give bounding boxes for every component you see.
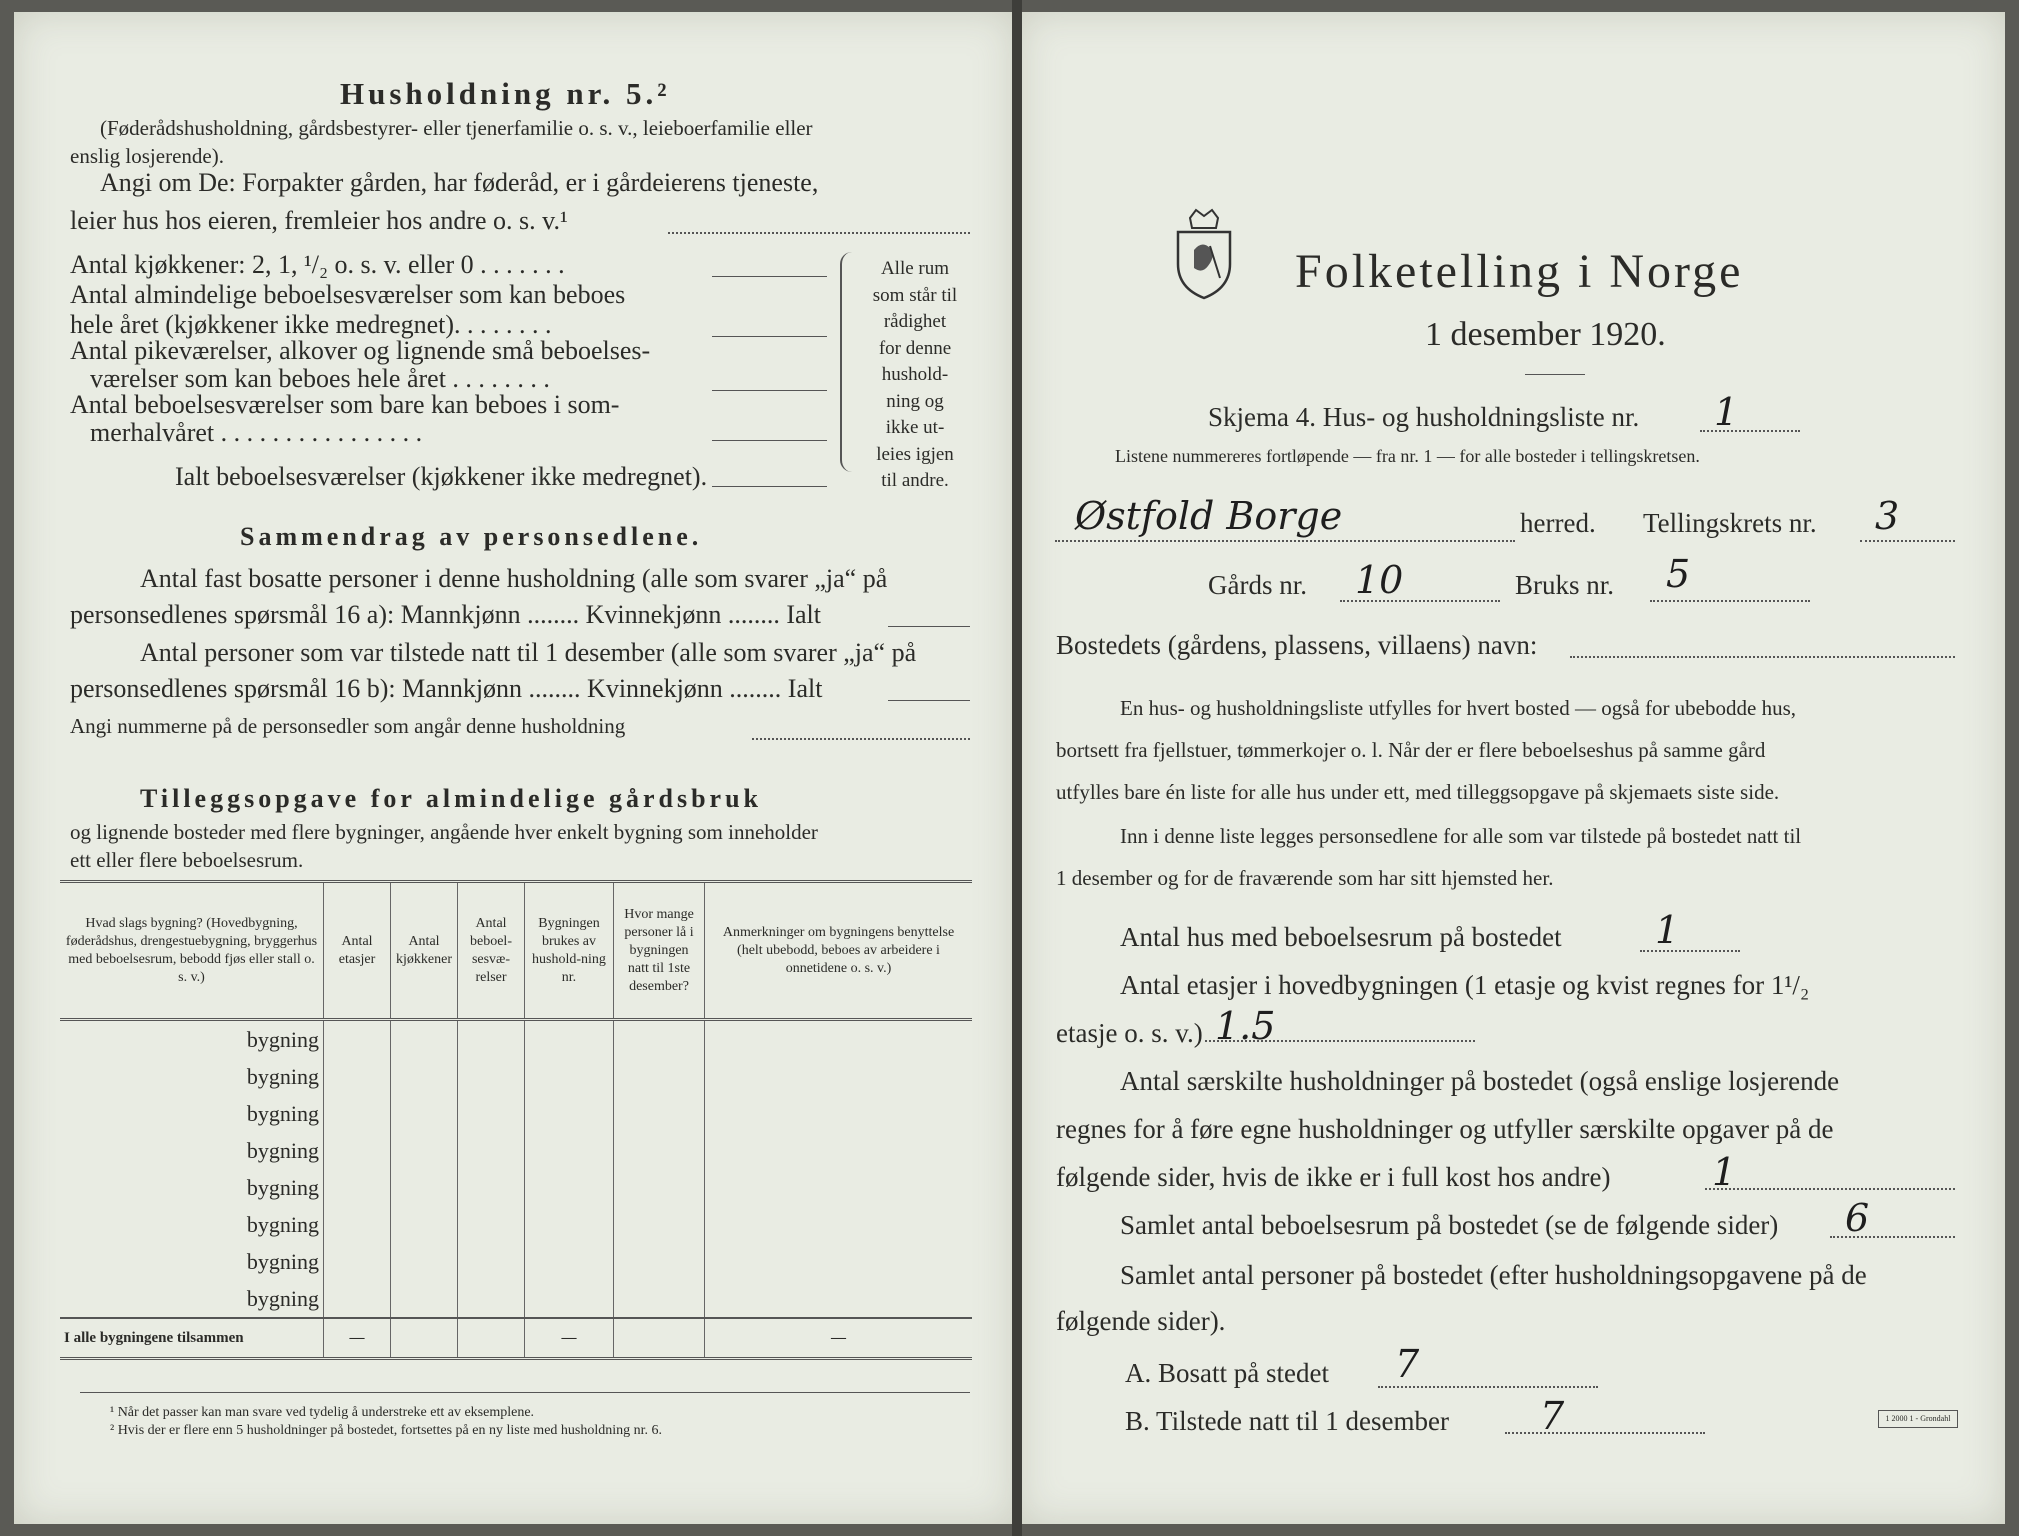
right-page xyxy=(1020,12,2005,1524)
row-label: bygning xyxy=(246,1137,319,1163)
total-rooms-right-label: Samlet antal beboelsesrum på bostedet (se de følgende sider) xyxy=(1120,1210,1779,1240)
summer-rooms-label: Antal beboelsesværelser som bare kan beboes i som- xyxy=(70,390,620,419)
present-total-answer[interactable] xyxy=(888,700,970,701)
row-label: bygning xyxy=(246,1285,319,1311)
farm-number-label: Gårds nr. xyxy=(1208,570,1307,600)
col-remarks: Anmerkninger om bygningens benyttelse (helt ubebodd, beboes av arbeidere i onnetidene o. s. v.) xyxy=(705,882,973,1020)
rooms-answer[interactable] xyxy=(712,336,827,337)
row-label: bygning xyxy=(246,1100,319,1126)
farm-number-value[interactable]: 10 xyxy=(1355,558,1404,602)
col-kitchens: Antal kjøkkener xyxy=(391,882,458,1020)
municipality-value[interactable]: Østfold Borge xyxy=(1075,494,1343,538)
small-rooms-label-2: værelser som kan beboes hele året . . . . . . . . xyxy=(90,364,550,393)
present-line xyxy=(1505,1432,1705,1434)
numbering-note: Listene nummereres fortløpende — fra nr. 1 — for alle bosteder i tellingskretsen. xyxy=(1115,446,1700,466)
holding-number-line xyxy=(1650,600,1810,602)
resident-total-answer[interactable] xyxy=(888,626,970,627)
footnote-rule xyxy=(80,1392,970,1393)
instructions-1b: bortsett fra fjellstuer, tømmerkojer o. l. Når der er flere beboelseshus på samme gård xyxy=(1056,738,1766,762)
municipality-line xyxy=(1055,540,1515,542)
brace-note: Alle rum som står til rådighet for denne hushold- ning og ikke ut- leies igjen til andre. xyxy=(872,258,958,491)
footnote-1: ¹ Når det passer kan man svare ved tydelig å understreke ett av eksemplene. xyxy=(110,1405,535,1420)
household-title: Husholdning nr. 5.² xyxy=(340,76,671,111)
printer-stamp: 1 2000 1 - Grondahl xyxy=(1878,1410,1958,1428)
census-title: Folketelling i Norge xyxy=(1295,245,1744,298)
total-rooms-answer[interactable] xyxy=(712,486,827,487)
row-label: bygning xyxy=(246,1211,319,1237)
present-count-question: Antal personer som var tilstede natt til 1 desember (alle som svarer „ja“ på xyxy=(140,638,917,667)
total-persons-label: Samlet antal personer på bostedet (efter husholdningsopgavene på de xyxy=(1120,1260,1867,1290)
person-numbers-label: Angi nummerne på de personsedler som angår denne husholdning xyxy=(70,714,626,738)
resident-line xyxy=(1378,1386,1598,1388)
table-row[interactable] xyxy=(60,1132,972,1169)
schedule-number-line xyxy=(1700,430,1800,432)
district-label: Tellingskrets nr. xyxy=(1643,508,1817,538)
resident-count-question: Antal fast bosatte personer i denne husholdning (alle som svarer „ja“ på xyxy=(140,564,888,593)
houses-label: Antal hus med beboelsesrum på bostedet xyxy=(1120,922,1562,952)
table-row[interactable] xyxy=(60,1095,972,1132)
coat-of-arms-icon xyxy=(1172,206,1236,300)
summer-rooms-answer[interactable] xyxy=(712,440,827,441)
col-building-type: Hvad slags bygning? (Hovedbygning, føderådshus, drengestuebygning, bryggerhus med beboelsesrum, bebodd fjøs eller stall o. s. v.) xyxy=(60,882,324,1020)
supplement-title: Tilleggsopgave for almindelige gårdsbruk xyxy=(140,784,763,813)
summer-rooms-label-2: merhalvåret . . . . . . . . . . . . . . . . xyxy=(90,418,423,447)
total-rooms-line xyxy=(1830,1236,1955,1238)
schedule-label: Skjema 4. Hus- og husholdningsliste nr. xyxy=(1208,402,1640,432)
place-name-line[interactable] xyxy=(1570,656,1955,658)
summary-title: Sammendrag av personsedlene. xyxy=(240,522,703,551)
row-label: bygning xyxy=(246,1026,319,1052)
table-header-row xyxy=(60,882,972,1020)
buildings-table xyxy=(60,880,972,1360)
title-rule xyxy=(1525,374,1585,375)
floors-label: Antal etasjer i hovedbygningen (1 etasje og kvist regnes for 1¹/₂ xyxy=(1120,970,1810,1000)
table-row[interactable] xyxy=(60,1206,972,1243)
households-line xyxy=(1705,1188,1955,1190)
instructions-1c: utfylles bare én liste for alle hus under ett, med tilleggsopgave på skjemaets siste side. xyxy=(1056,780,1780,804)
households-label-2: regnes for å føre egne husholdninger og utfyller særskilte opgaver på de xyxy=(1056,1114,1834,1144)
rooms-brace xyxy=(840,252,856,472)
holding-number-label: Bruks nr. xyxy=(1515,570,1615,600)
households-label-3: følgende sider, hvis de ikke er i full kost hos andre) xyxy=(1056,1162,1611,1192)
col-rooms: Antal beboel-sesvæ-relser xyxy=(458,882,525,1020)
district-value[interactable]: 3 xyxy=(1875,494,1900,538)
rooms-label: Antal almindelige beboelsesværelser som kan beboes xyxy=(70,280,626,309)
rooms-label-2: hele året (kjøkkener ikke medregnet). . . . . . . . xyxy=(70,310,552,339)
resident-label: A. Bosatt på stedet xyxy=(1125,1358,1329,1388)
schedule-number[interactable]: 1 xyxy=(1714,390,1739,434)
kitchens-answer[interactable] xyxy=(712,276,827,277)
supplement-intro-2: ett eller flere beboelsesrum. xyxy=(70,848,304,872)
tenure-answer-line[interactable] xyxy=(668,232,970,234)
floors-value[interactable]: 1.5 xyxy=(1215,1004,1276,1048)
table-row[interactable] xyxy=(60,1169,972,1206)
floors-label-2: etasje o. s. v.) xyxy=(1056,1018,1203,1048)
district-line xyxy=(1860,540,1955,542)
table-row[interactable] xyxy=(60,1243,972,1280)
houses-value[interactable]: 1 xyxy=(1655,908,1680,952)
kitchens-label: Antal kjøkkener: 2, 1, ¹/₂ o. s. v. eller 0 . . . . . . . xyxy=(70,250,565,279)
floors-line xyxy=(1205,1040,1475,1042)
household-intro: (Føderådshusholdning, gårdsbestyrer- eller tjenerfamilie o. s. v., leieboerfamilie eller xyxy=(100,116,813,140)
present-count-fields: personsedlenes spørsmål 16 b): Mannkjønn ........ Kvinnekjønn ........ Ialt xyxy=(70,674,823,703)
total-dash: — xyxy=(525,1318,614,1359)
col-persons: Hvor mange personer lå i bygningen natt til 1ste desember? xyxy=(614,882,705,1020)
row-label: bygning xyxy=(246,1063,319,1089)
total-rooms-value[interactable]: 6 xyxy=(1845,1196,1870,1240)
small-rooms-label: Antal pikeværelser, alkover og lignende små beboelses- xyxy=(70,336,651,365)
tenure-question: Angi om De: Forpakter gården, har føderåd, er i gårdeierens tjeneste, xyxy=(100,168,819,197)
row-label: bygning xyxy=(246,1248,319,1274)
present-value[interactable]: 7 xyxy=(1540,1394,1565,1438)
total-rooms-label: Ialt beboelsesværelser (kjøkkener ikke medregnet). xyxy=(175,462,708,491)
person-numbers-answer[interactable] xyxy=(752,738,970,740)
tenure-question-2: leier hus hos eieren, fremleier hos andre o. s. v.¹ xyxy=(70,206,568,235)
small-rooms-answer[interactable] xyxy=(712,390,827,391)
resident-value[interactable]: 7 xyxy=(1395,1342,1420,1386)
instructions-2a: Inn i denne liste legges personsedlene for alle som var tilstede på bostedet natt til xyxy=(1120,824,1802,848)
holding-number-value[interactable]: 5 xyxy=(1666,552,1691,596)
households-label: Antal særskilte husholdninger på bostedet (også enslige losjerende xyxy=(1120,1066,1840,1096)
table-row[interactable] xyxy=(60,1280,972,1318)
total-persons-label-2: følgende sider). xyxy=(1056,1306,1226,1336)
place-name-label: Bostedets (gårdens, plassens, villaens) navn: xyxy=(1056,630,1538,660)
household-intro-2: enslig losjerende). xyxy=(70,144,224,168)
total-dash: — xyxy=(705,1318,973,1359)
instructions-2b: 1 desember og for de fraværende som har sitt hjemsted her. xyxy=(1056,866,1554,890)
present-label: B. Tilstede natt til 1 desember xyxy=(1125,1406,1449,1436)
table-row[interactable] xyxy=(60,1058,972,1095)
col-household-nr: Bygningen brukes av hushold-ning nr. xyxy=(525,882,614,1020)
resident-count-fields: personsedlenes spørsmål 16 a): Mannkjønn ........ Kvinnekjønn ........ Ialt xyxy=(70,600,821,629)
instructions-1a: En hus- og husholdningsliste utfylles for hvert bosted — også for ubebodde hus, xyxy=(1120,696,1796,720)
table-total-row xyxy=(60,1318,972,1359)
supplement-intro: og lignende bosteder med flere bygninger, angående hver enkelt bygning som inneholder xyxy=(70,820,818,844)
row-label: bygning xyxy=(246,1174,319,1200)
footnote-2: ² Hvis der er flere enn 5 husholdninger på bostedet, fortsettes på en ny liste med husholdning nr. 6. xyxy=(110,1423,663,1438)
houses-line xyxy=(1640,950,1740,952)
table-row[interactable] xyxy=(60,1020,972,1059)
farm-number-line xyxy=(1340,600,1500,602)
households-value[interactable]: 1 xyxy=(1712,1150,1737,1194)
total-label: I alle bygningene tilsammen xyxy=(60,1318,324,1359)
total-dash: — xyxy=(324,1318,391,1359)
municipality-label: herred. xyxy=(1520,508,1596,538)
census-date: 1 desember 1920. xyxy=(1425,316,1666,353)
page-fold xyxy=(1012,0,1022,1536)
col-floors: Antal etasjer xyxy=(324,882,391,1020)
